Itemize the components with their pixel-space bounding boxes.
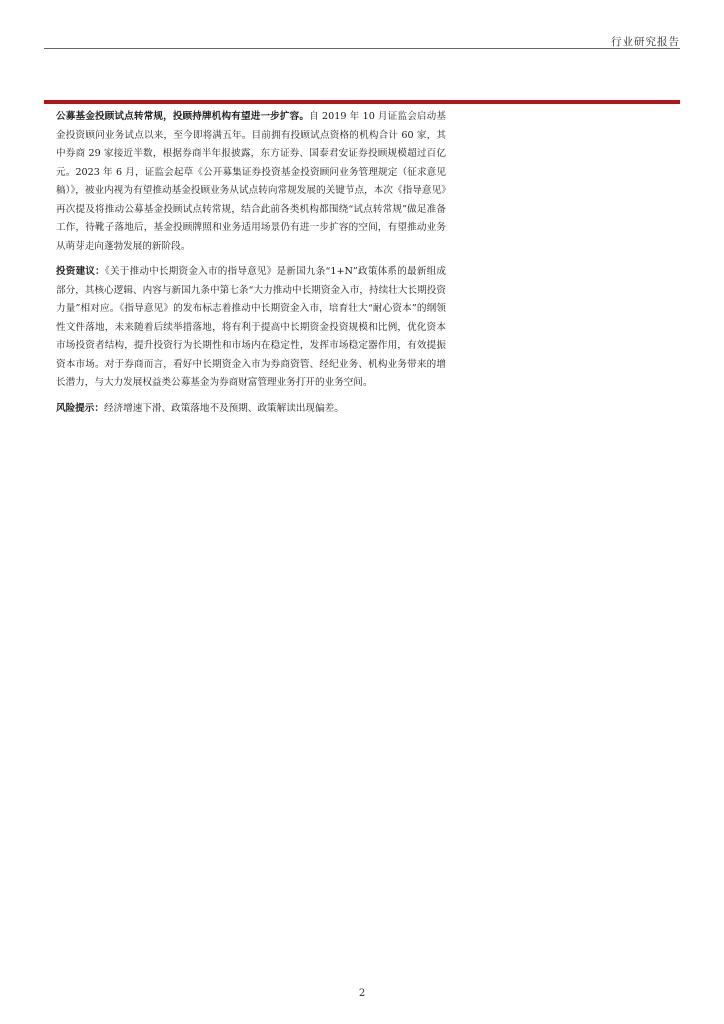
accent-red-bar (44, 100, 680, 104)
header-divider (44, 48, 680, 49)
paragraph-risk-warning (56, 400, 446, 419)
paragraph-lead: 投资建议： (56, 266, 105, 277)
paragraph-fund-advisory (56, 108, 446, 256)
paragraph-lead: 风险提示： (56, 402, 104, 414)
paragraph-investment-advice (56, 263, 446, 393)
paragraph-body: 经济增速下滑、政策落地不及预期、政策解读出现偏差。 (103, 402, 344, 414)
paragraph-body: 《关于推动中长期资金入市的指导意见》是新国九条“1+N”政策体系的最新组成部分，其核心逻辑、内容与新国九条中第七条“大力推动中长期资金入市，持续壮大长期投资力量”相对应。《指导意见》的发布标志着推动中长期资金入市，培育壮大“耐心资本”的纲领性文件落地，未来随着后续举措落地，将有利于提高中长期资金投资规模和比例，优化资本市场投资者结构，提升投资行为长期性和市场内在稳定性，发挥市场稳定器作用，有效提振资本市场。对于券商而言，看好中长期资金入市为券商资管、经纪业务、机构业务带来的增长潜力，与大力发展权益类公募基金为券商财富管理业务打开的业务空间。 (56, 266, 447, 388)
page-number: 2 (358, 988, 366, 999)
body-text (56, 108, 446, 425)
paragraph-lead: 公募基金投顾试点转常规，投顾持牌机构有望进一步扩容。 (56, 111, 310, 122)
paragraph-body: 自 2019 年 10 月证监会启动基金投资顾问业务试点以来，至今即将满五年。目前拥有投顾试点资格的机构合计 60 家，其中券商 29 家接近半数，根据券商半年报披露，东方证券、国泰君安证券投顾规模超过百亿元。2023 年 6 月，证监会起草《公开募集证券投资基金投资顾问业务管理规定（征求意见稿）》，被业内视为有望推动基金投顾业务从试点转向常规发展的关键节点，本次《指导意见》再次提及将推动公募基金投顾试点转常规，结合此前各类机构都围绕“试点转常规”做足准备工作，待靴子落地后，基金投顾牌照和业务适用场景仍有进一步扩容的空间，有望推动业务从萌芽走向蓬勃发展的新阶段。 (56, 111, 446, 252)
report-type-title: 行业研究报告 (611, 36, 680, 48)
